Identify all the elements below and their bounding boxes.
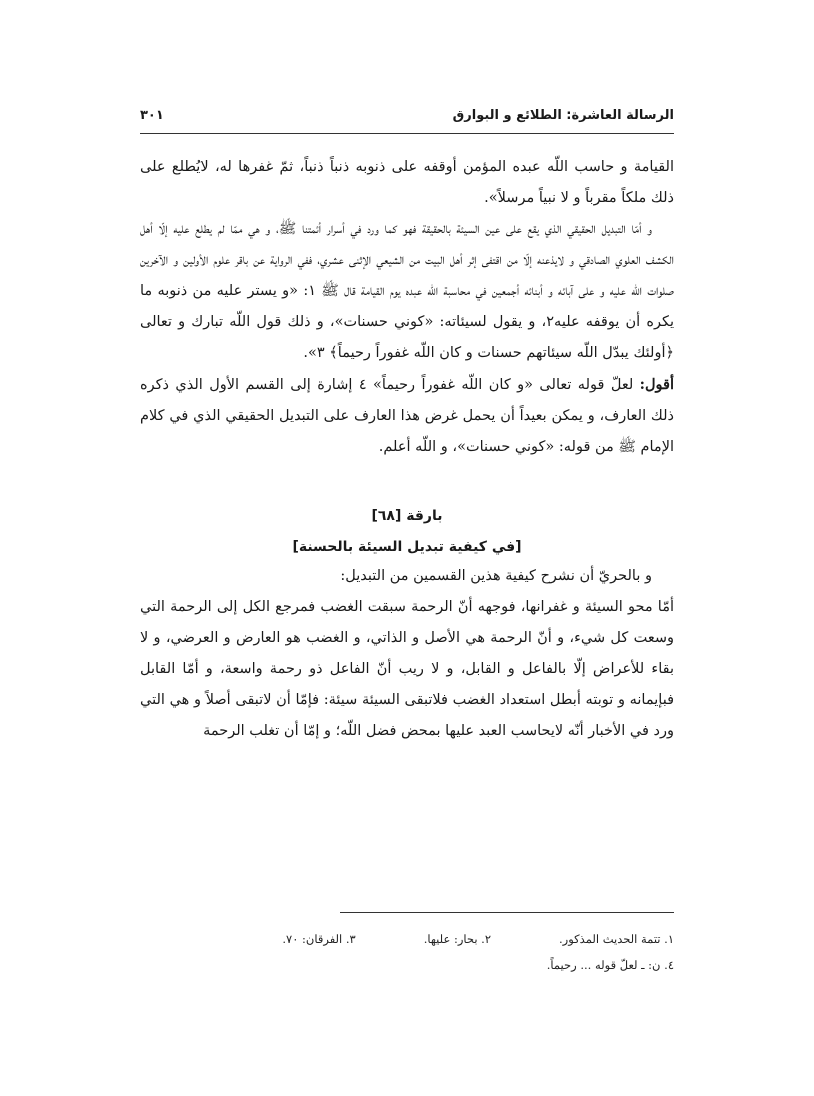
page-number: ٣٠١ xyxy=(140,107,164,123)
footnote-2: ٢. بحار: عليها. xyxy=(423,932,492,946)
section-subtitle: [في كيفية تبديل السيئة بالحسنة] xyxy=(292,539,522,555)
paragraph-3-text: لعلّ قوله تعالى «و كان اللّه غفوراً رحيماً» ٤ إشارة إلى القسم الأول الذي ذكره ذلك العارف، و يمكن بعيداً أن يحمل غرض هذا العارف على التبديل الحقيقي الذي في كلام الإمام ﷺ من قوله: «كوني حسنات»، و اللّه أعلم. xyxy=(140,377,674,455)
footnote-row-2 xyxy=(140,952,674,978)
main-text xyxy=(140,152,674,747)
paragraph-2: و أمّا التبديل الحقيقي الذي يقع على عين السيئة بالحقيقة فهو كما ورد في أسرار أئمتنا ﷺ، و هي ممّا لم يطلع عليه إلّا أهل الكشف العلوي الصادقي و لايذعنه إلّا من اقتفى إثر أهل البيت من الشيعي الإثنى عشري، ففي الرواية عن باقر علوم الأولين و الآخرين صلوات اللّه عليه و على آبائه و أبنائه أجمعين في محاسبة اللّه عبده يوم القيامة قال ﷺ ١: «و يستر عليه من ذنوبه ما يكره أن يوقفه عليه٢، و يقول لسيئاته: «كوني حسنات»، و ذلك قول اللّه تبارك و تعالى ﴿أولئك يبدّل اللّه سيئاتهم حسنات و كان اللّه غفوراً رحيماً﴾ ٣». xyxy=(140,221,674,361)
footnote-row-1 xyxy=(140,926,674,952)
header-title: الرسالة العاشرة: الطلائع و البوارق xyxy=(452,107,674,123)
footnotes xyxy=(140,926,674,978)
footnote-1: ١. تتمة الحديث المذكور. xyxy=(559,932,674,946)
footnote-3: ٣. الفرقان: ٧٠. xyxy=(282,932,356,946)
footnote-divider xyxy=(340,912,674,913)
paragraph-1: القيامة و حاسب اللّه عبده المؤمن أوقفه على ذنوبه ذنباً ذنباً، ثمّ غفرها له، لايُطلع على ذلك ملكاً مقرباً و لا نبياً مرسلاً». xyxy=(140,159,674,206)
paragraph-4: و بالحريّ أن نشرح كيفية هذين القسمين من التبديل: xyxy=(340,568,652,584)
aqulu-label: أقول: xyxy=(639,376,674,393)
section-gap xyxy=(140,463,674,499)
paragraph-3 xyxy=(140,369,674,463)
running-header xyxy=(140,100,674,130)
footnote-4: ٤. ن: ـ لعلّ قوله ... رحيماً. xyxy=(546,958,674,972)
section-title: بارقة [٦٨] xyxy=(371,508,443,524)
header-divider xyxy=(140,133,674,134)
paragraph-5: أمّا محو السيئة و غفرانها، فوجهه أنّ الرحمة سبقت الغضب فمرجع الكل إلى الرحمة التي وسعت كل شيء، و أنّ الرحمة هي الأصل و الذاتي، و الغضب هو العارض و العرضي، و لا بقاء للأعراض إلّا بالفاعل و القابل، و لا ريب أنّ الفاعل ذو رحمة واسعة، و أمّا القابل فبإيمانه و توبته أبطل استعداد الغضب فلاتبقى السيئة سيئة: فإمّا أن لاتبقى أصلاً و هي التي ورد في الأخبار أنّه لايحاسب العبد عليها بمحض فضل اللّه؛ و إمّا أن تغلب الرحمة xyxy=(140,599,674,739)
